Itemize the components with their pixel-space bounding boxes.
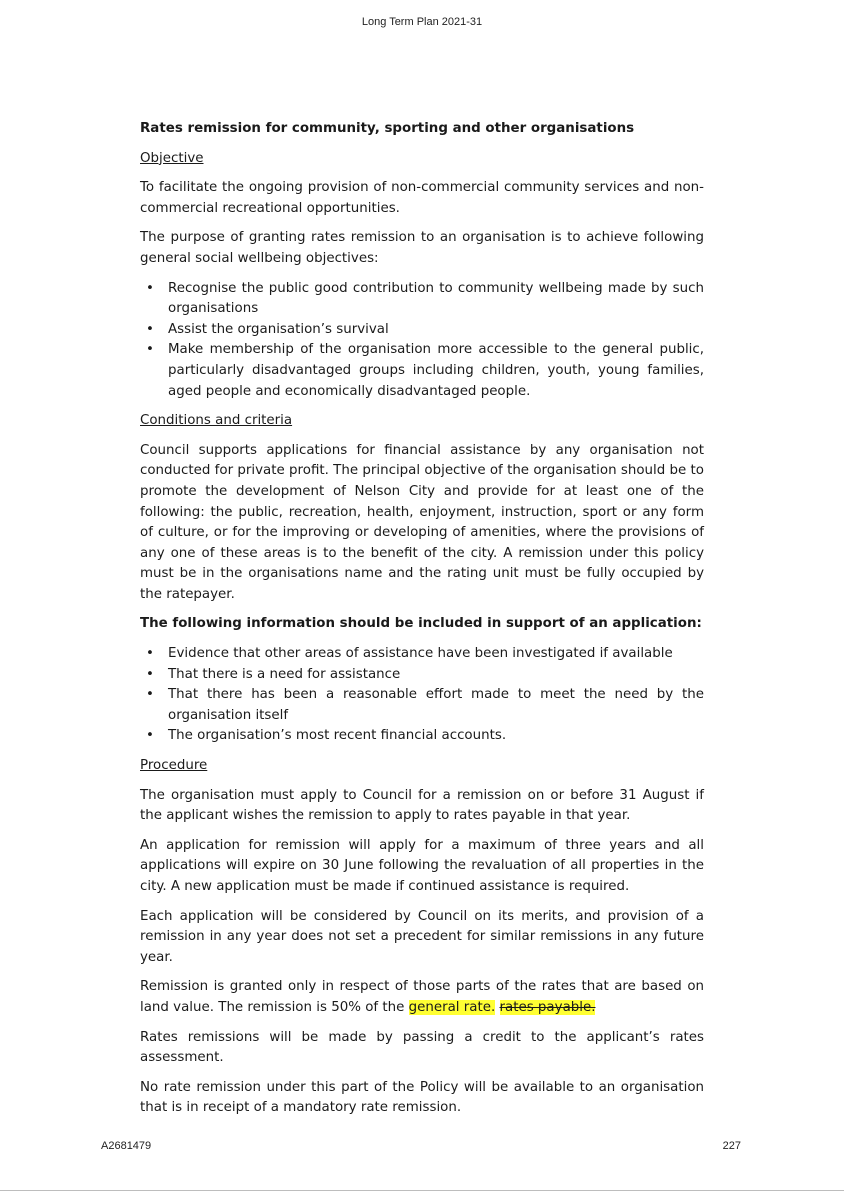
bullet-item: • Make membership of the organisation more accessible to the general public, particularly disadvantaged groups including children, youth, young families, aged people and economically disadvantaged people. [140,340,704,402]
struck-deletion: rates payable. [499,999,596,1015]
procedure-paragraph-1: The organisation must apply to Council for a remission on or before 31 August if the applicant wishes the remission to apply to rates payable in that year. [140,787,704,824]
bullet-item: • That there has been a reasonable effort made to meet the need by the organisation itself [140,685,704,726]
objective-paragraph-1: To facilitate the ongoing provision of non-commercial community services and non-commercial recreational opportunities. [140,180,704,216]
objective-bullet-list [140,279,704,403]
procedure-paragraph-2: An application for remission will apply for a maximum of three years and all applications will expire on 30 June following the revaluation of all properties in the city. A new application must be made if continued assistance is required. [140,837,704,894]
page-header-title: Long Term Plan 2021-31 [361,16,483,28]
procedure-subheading: Procedure [140,758,208,774]
page-bottom-divider [0,1190,844,1191]
procedure-paragraph-4-text: Remission is granted only in respect of those parts of the rates that are based on land value. The remission is 50% of the [140,979,704,1015]
document-id: A2681479 [101,1140,152,1152]
procedure-paragraph-4 [140,977,704,1018]
procedure-paragraph-6: No rate remission under this part of the Policy will be available to an organisation that is in receipt of a mandatory rate remission. [140,1079,704,1116]
bullet-item: • That there is a need for assistance [140,665,704,686]
procedure-paragraph-5: Rates remissions will be made by passing a credit to the applicant’s rates assessment. [140,1029,704,1066]
bullet-item: • Assist the organisation’s survival [140,320,704,341]
page-number: 227 [722,1140,741,1152]
procedure-paragraph-3: Each application will be considered by Council on its merits, and provision of a remission in any year does not set a precedent for similar remissions in any future year. [140,908,704,965]
objective-paragraph-2: The purpose of granting rates remission to an organisation is to achieve following general social wellbeing objectives: [140,230,704,266]
conditions-subheading: Conditions and criteria [140,413,293,429]
highlighted-insertion: general rate. [408,999,496,1015]
info-heading: The following information should be included in support of an application: [140,616,702,632]
section-heading: Rates remission for community, sporting and other organisations [140,121,635,136]
document-body [140,119,704,1128]
info-bullet-list [140,644,704,747]
bullet-item: • The organisation’s most recent financial accounts. [140,726,704,747]
bullet-item: • Evidence that other areas of assistance have been investigated if available [140,644,704,665]
bullet-item: • Recognise the public good contribution to community wellbeing made by such organisations [140,279,704,320]
conditions-paragraph: Council supports applications for financial assistance by any organisation not conducted for private profit. The principal objective of the organisation should be to promote the development of Nelson City and provide for at least one of the following: the public, recreation, health, enjoyment, instruction, sport or any form of culture, or for the improving or developing of amenities, where the provisions of any one of these areas is to the benefit of the city. A remission under this policy must be in the organisations name and the rating unit must be fully occupied by the ratepayer. [140,442,704,602]
objective-subheading: Objective [140,150,204,166]
